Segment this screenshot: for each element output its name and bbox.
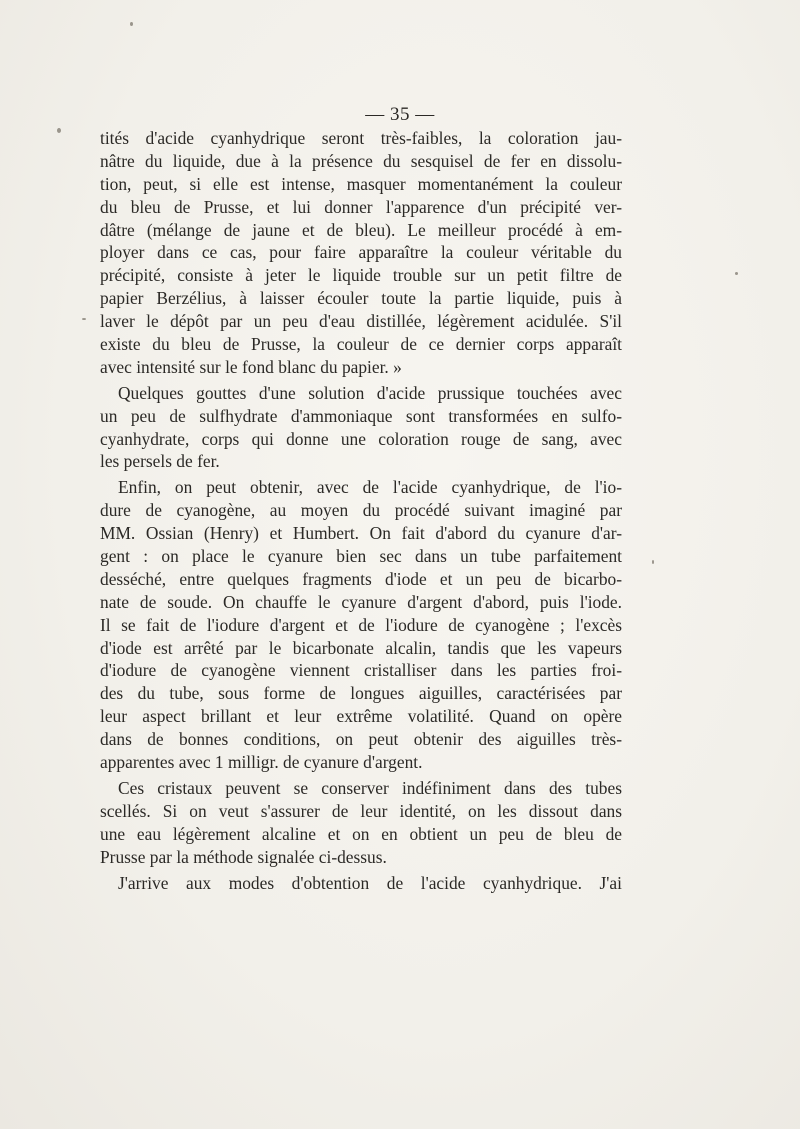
paragraph [100,476,622,774]
text-line: d'iode est arrêté par le bicarbonate alcalin, tandis que les vapeurs [100,637,622,658]
text-line: gent : on place le cyanure bien sec dans un tube parfaitement [100,546,622,567]
text-line: J'arrive aux modes d'obtention de l'acide cyanhydrique. J'ai [118,872,622,893]
text-line: dure de cyanogène, au moyen du procédé suivant imaginé par [100,500,622,521]
text-line: Enfin, on peut obtenir, avec de l'acide cyanhydrique, de l'io- [118,477,622,498]
text-line: ployer dans ce cas, pour faire apparaître la couleur véritable du [100,242,622,263]
text-line: un peu de sulfhydrate d'ammoniaque sont transformées en sulfo- [100,405,622,426]
body-text [100,127,622,894]
text-line: des du tube, sous forme de longues aiguilles, caractérisées par [100,683,622,704]
page-number: — 35 — [365,104,435,125]
text-line: dâtre (mélange de jaune et de bleu). Le meilleur procédé à em- [100,219,622,240]
text-line: desséché, entre quelques fragments d'iode et un peu de bicarbo- [100,568,622,589]
paragraph [100,127,622,379]
text-line: existe du bleu de Prusse, la couleur de ce dernier corps apparaît [100,334,622,355]
text-line: cyanhydrate, corps qui donne une coloration rouge de sang, avec [100,428,622,449]
paragraph [100,777,622,869]
paper-speck [652,560,654,564]
text-line: une eau légèrement alcaline et on en obtient un peu de bleu de [100,823,622,844]
text-line: du bleu de Prusse, et lui donner l'apparence d'un précipité ver- [100,196,622,217]
text-line: nate de soude. On chauffe le cyanure d'argent d'abord, puis l'iode. [100,591,622,612]
text-line: tités d'acide cyanhydrique seront très-faibles, la coloration jau- [100,128,622,148]
paper-speck [735,272,738,275]
text-line: laver le dépôt par un peu d'eau distillée, légèrement acidulée. S'il [100,311,622,332]
text-line: Ces cristaux peuvent se conserver indéfiniment dans des tubes [118,777,622,798]
text-line: Prusse par la méthode signalée ci-dessus. [100,846,387,867]
text-line: scellés. Si on veut s'assurer de leur identité, on les dissout dans [100,800,622,821]
paper-speck [82,318,86,320]
text-line: les persels de fer. [100,451,220,472]
text-line: nâtre du liquide, due à la présence du sesquisel de fer en dissolu- [100,150,622,171]
text-line: Quelques gouttes d'une solution d'acide prussique touchées avec [118,382,622,403]
text-line: Il se fait de l'iodure d'argent et de l'iodure de cyanogène ; l'excès [100,614,622,635]
paper-speck [130,22,133,26]
text-line: avec intensité sur le fond blanc du papier. » [100,356,402,377]
text-line: d'iodure de cyanogène viennent cristalliser dans les parties froi- [100,660,622,681]
paragraph [100,872,622,895]
paragraph [100,382,622,474]
paper-speck [57,128,61,133]
text-line: dans de bonnes conditions, on peut obtenir des aiguilles très- [100,729,622,750]
text-line: précipité, consiste à jeter le liquide trouble sur un petit filtre de [100,265,622,286]
text-line: MM. Ossian (Henry) et Humbert. On fait d'abord du cyanure d'ar- [100,523,622,544]
text-line: tion, peut, si elle est intense, masquer momentanément la couleur [100,173,622,194]
text-line: leur aspect brillant et leur extrême volatilité. Quand on opère [100,706,622,727]
text-line: apparentes avec 1 milligr. de cyanure d'argent. [100,752,423,773]
text-line: papier Berzélius, à laisser écouler toute la partie liquide, puis à [100,288,622,309]
